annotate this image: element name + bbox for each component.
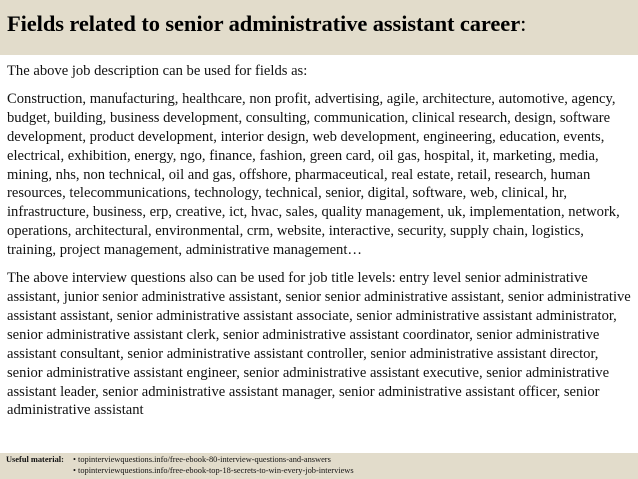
page-title [7, 11, 526, 37]
page-title-text: Fields related to senior administrative assistant career [7, 11, 521, 36]
useful-material-label: Useful material: [6, 455, 64, 464]
intro-text: The above job description can be used for fields as: [7, 63, 308, 79]
footer-bar [0, 453, 638, 479]
footer-link[interactable]: • topinterviewquestions.info/free-ebook-80-interview-questions-and-answers [73, 455, 354, 466]
useful-material-links [73, 455, 354, 476]
job-levels-paragraph: The above interview questions also can be used for job title levels: entry level senior administrative assistant, junior senior administrative assistant, senior senior administrative assistant, senior administrative assistant assistant, senior administrative assistant associate, senior administrative assistant administrator, senior administrative assistant clerk, senior administrative assistant coordinator, senior administrative assistant consultant, senior administrative assistant controller, senior administrative assistant director, senior administrative assistant engineer, senior administrative assistant executive, senior administrative assistant leader, senior administrative assistant manager, senior administrative assistant officer, senior administrative assistant [7, 270, 631, 419]
footer-link[interactable]: • topinterviewquestions.info/free-ebook-top-18-secrets-to-win-every-job-interviews [73, 466, 354, 477]
fields-paragraph: Construction, manufacturing, healthcare, non profit, advertising, agile, architecture, automotive, agency, budget, building, business development, consulting, communication, clinical research, design, software development, product development, interior design, web development, engineering, education, events, electrical, exhibition, energy, ngo, finance, fashion, green card, oil gas, hospital, it, marketing, media, mining, nhs, non technical, oil and gas, offshore, pharmaceutical, real estate, retail, research, human resources, telecommunications, technology, technical, senior, digital, software, web, clinical, hr, infrastructure, business, erp, creative, ict, hvac, sales, quality management, uk, implementation, network, operations, architectural, environmental, crm, website, interactive, security, supply chain, logistics, training, project management, administrative management… [7, 90, 620, 259]
body-content [7, 62, 635, 420]
page-title-colon: : [520, 11, 527, 36]
title-banner [0, 0, 638, 55]
